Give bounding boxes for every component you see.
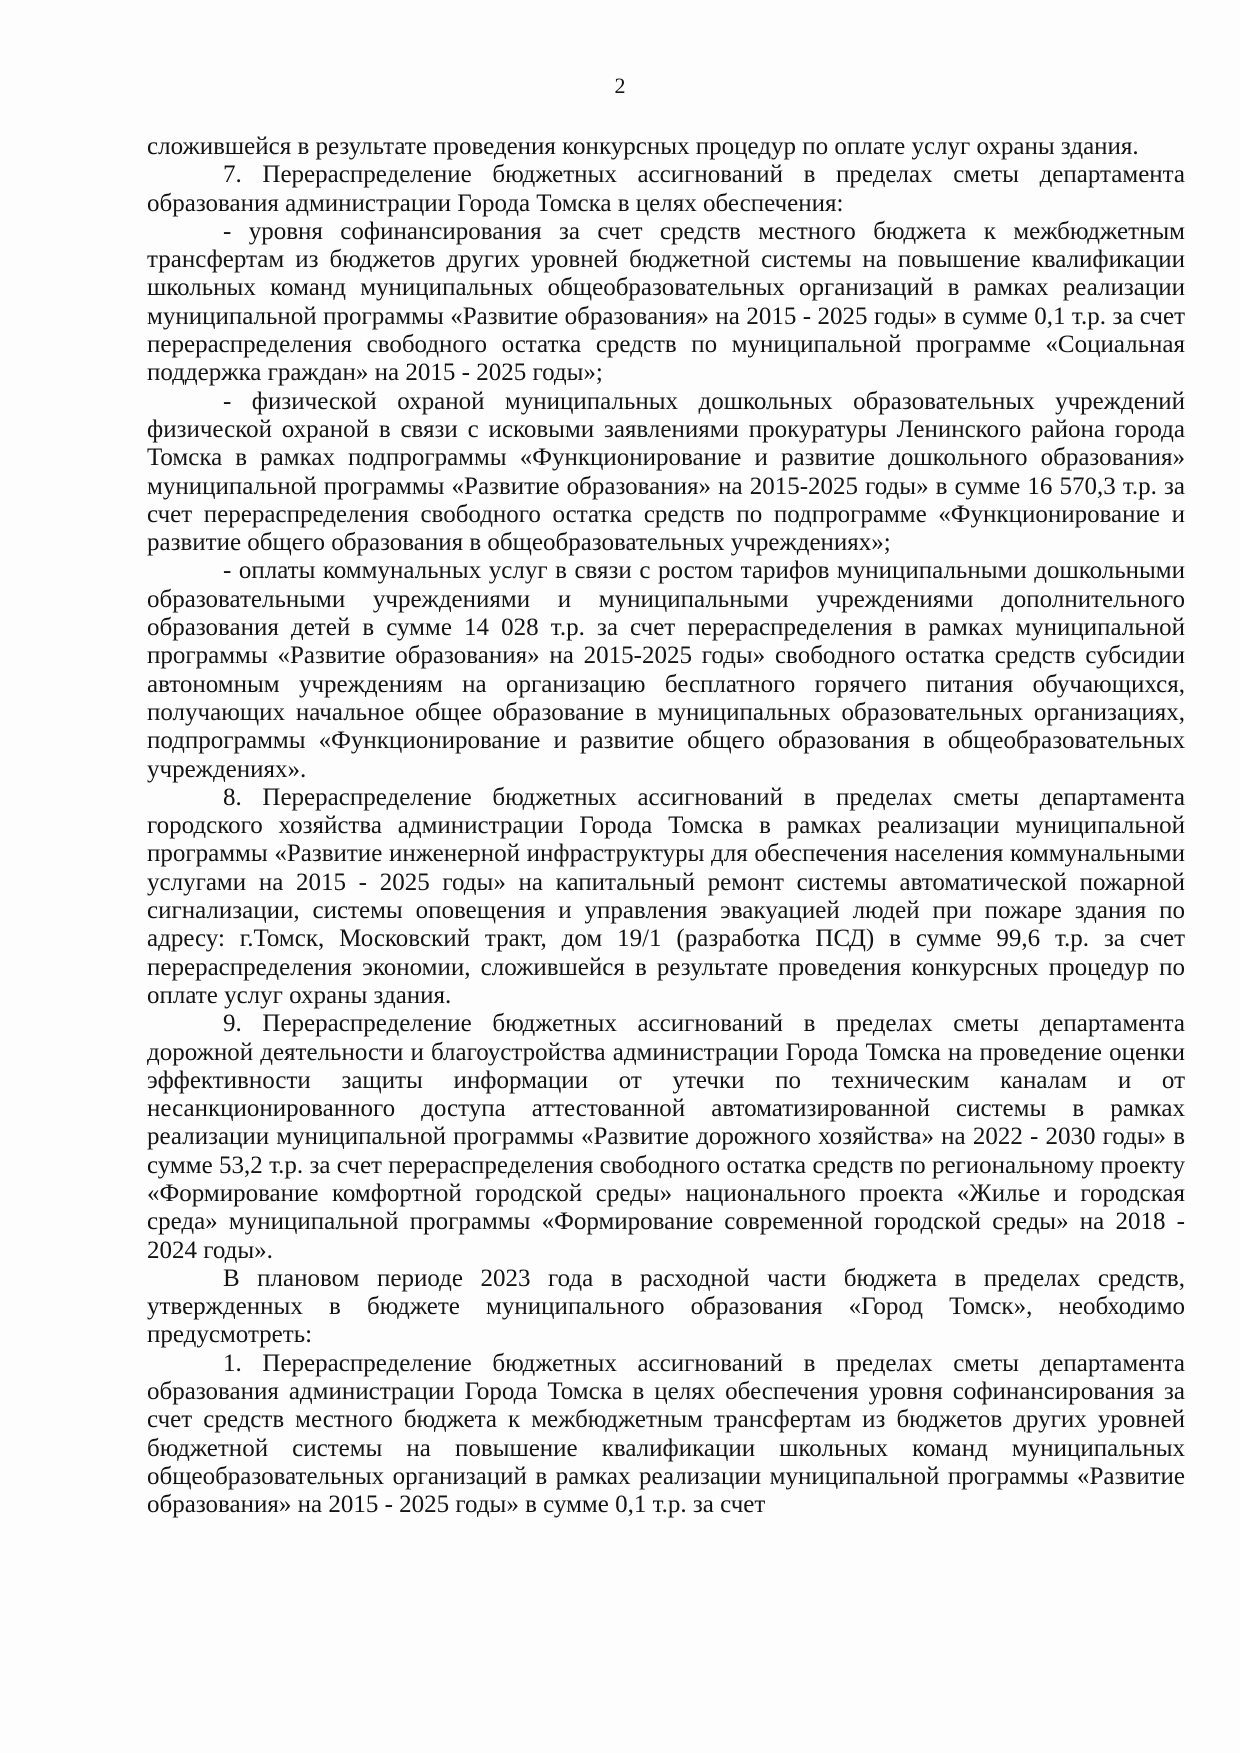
- document-body: [147, 133, 1185, 1520]
- paragraph-item-7-bullet-2: - физической охраной муниципальных дошкольных образовательных учреждений физической охраной в связи с исковыми заявлениями прокуратуры Ленинского района города Томска в рамках подпрограммы «Функционирование и развитие дошкольного образования» муниципальной программы «Развитие образования» на 2015-2025 годы» в сумме 16 570,3 т.р. за счет перераспределения свободного остатка средств по подпрограмме «Функционирование и развитие общего образования в общеобразовательных учреждениях»;: [147, 387, 1185, 557]
- paragraph-item-1-2023: 1. Перераспределение бюджетных ассигнований в пределах сметы департамента образования администрации Города Томска в целях обеспечения уровня софинансирования за счет средств местного бюджета к межбюджетным трансфертам из бюджетов других уровней бюджетной системы на повышение квалификации школьных команд муниципальных общеобразовательных организаций в рамках реализации муниципальной программы «Развитие образования» на 2015 - 2025 годы» в сумме 0,1 т.р. за счет: [147, 1349, 1185, 1519]
- paragraph-continuation: сложившейся в результате проведения конкурсных процедур по оплате услуг охраны здания.: [147, 133, 1139, 160]
- paragraph-item-9: 9. Перераспределение бюджетных ассигнований в пределах сметы департамента дорожной деятельности и благоустройства администрации Города Томска на проведение оценки эффективности защиты информации от утечки по техническим каналам и от несанкционированного доступа аттестованной автоматизированной системы в рамках реализации муниципальной программы «Развитие дорожного хозяйства» на 2022 - 2030 годы» в сумме 53,2 т.р. за счет перераспределения свободного остатка средств по региональному проекту «Формирование комфортной городской среды» национального проекта «Жилье и городская среда» муниципальной программы «Формирование современной городской среды» на 2018 - 2024 годы».: [147, 1010, 1185, 1264]
- paragraph-item-8: 8. Перераспределение бюджетных ассигнований в пределах сметы департамента городского хозяйства администрации Города Томска в рамках реализации муниципальной программы «Развитие инженерной инфраструктуры для обеспечения населения коммунальными услугами на 2015 - 2025 годы» на капитальный ремонт системы автоматической пожарной сигнализации, системы оповещения и управления эвакуацией людей при пожаре здания по адресу: г.Томск, Московский тракт, дом 19/1 (разработка ПСД) в сумме 99,6 т.р. за счет перераспределения экономии, сложившейся в результате проведения конкурсных процедур по оплате услуг охраны здания.: [147, 783, 1185, 1009]
- page-number: 2: [614, 73, 626, 98]
- paragraph-planning-2023: В плановом периоде 2023 года в расходной части бюджета в пределах средств, утвержденных в бюджете муниципального образования «Город Томск», необходимо предусмотреть:: [147, 1264, 1185, 1349]
- paragraph-item-7-bullet-1: - уровня софинансирования за счет средств местного бюджета к межбюджетным трансфертам из бюджетов других уровней бюджетной системы на повышение квалификации школьных команд муниципальных общеобразовательных организаций в рамках реализации муниципальной программы «Развитие образования» на 2015 - 2025 годы» в сумме 0,1 т.р. за счет перераспределения свободного остатка средств по муниципальной программе «Социальная поддержка граждан» на 2015 - 2025 годы»;: [147, 217, 1185, 387]
- paragraph-item-7-bullet-3: - оплаты коммунальных услуг в связи с ростом тарифов муниципальными дошкольными образовательными учреждениями и муниципальными учреждениями дополнительного образования детей в сумме 14 028 т.р. за счет перераспределения в рамках муниципальной программы «Развитие образования» на 2015-2025 годы» свободного остатка средств субсидии автономным учреждениям на организацию бесплатного горячего питания обучающихся, получающих начальное общее образование в муниципальных образовательных организациях, подпрограммы «Функционирование и развитие общего образования в общеобразовательных учреждениях».: [147, 557, 1185, 783]
- paragraph-item-7: 7. Перераспределение бюджетных ассигнований в пределах сметы департамента образования администрации Города Томска в целях обеспечения:: [147, 161, 1185, 217]
